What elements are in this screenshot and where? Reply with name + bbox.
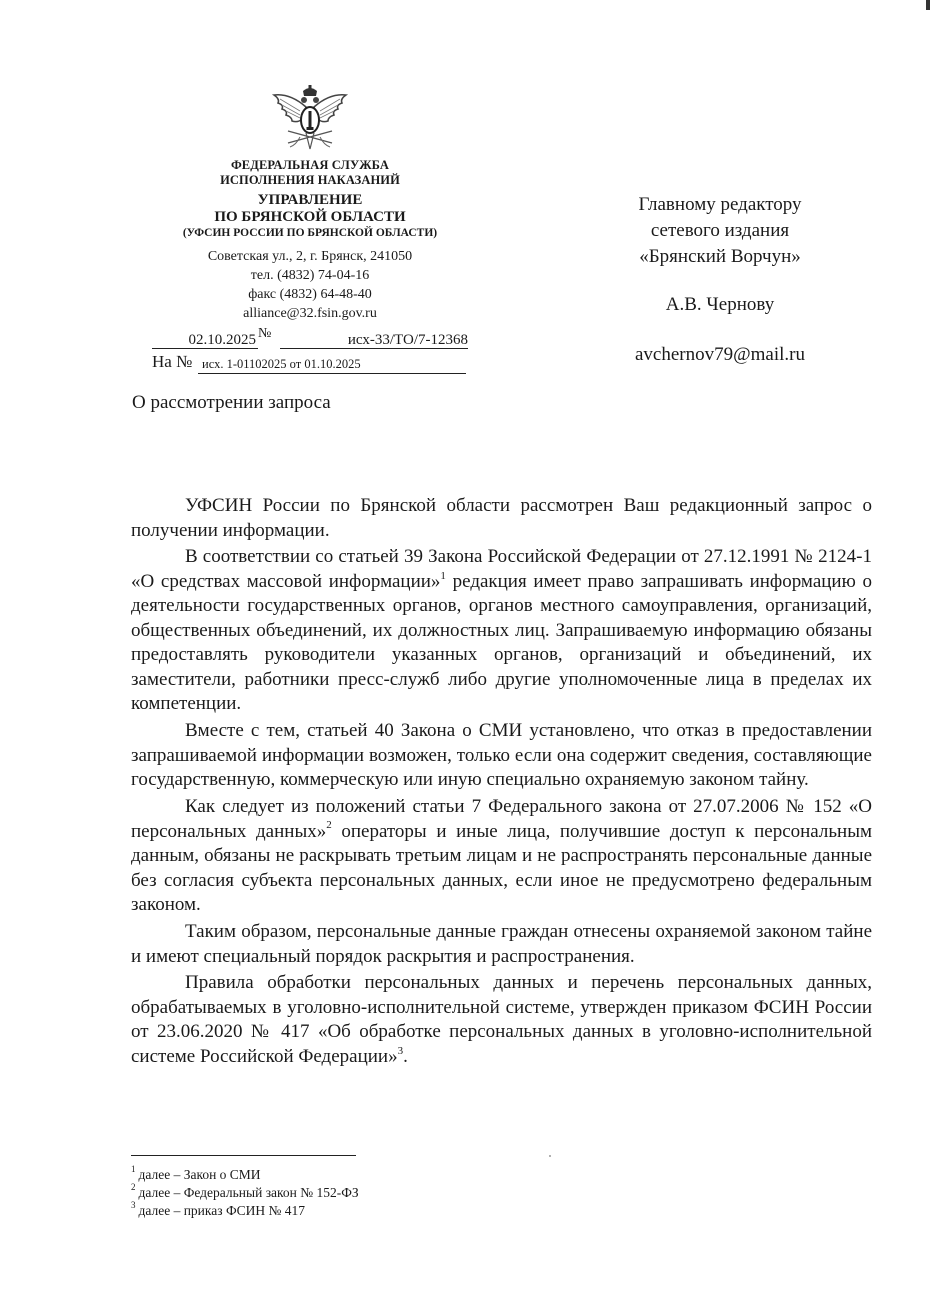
paragraph-5: Таким образом, персональные данные граждан отнесены охраняемой законом тайне и имеют специальный порядок раскрытия и распространения. bbox=[131, 921, 872, 967]
paragraph-6-text-b: . bbox=[403, 1045, 408, 1067]
paragraph-2-text-b: редакция имеет право запрашивать информацию о деятельности государственных органов, органов местного самоуправления, организаций, общественных объединений, их должностных лиц. Запрашиваемую информацию обязаны предоставлять руководители указанных органов, организаций и объединений, их заместители, работники пресс-служб либо другие уполномоченные лица в пределах их компетенции. bbox=[131, 570, 872, 715]
paragraph-6-text-a: Правила обработки персональных данных и перечень персональных данных, обрабатываемых в уголовно-исполнительной системе, утвержден приказом ФСИН России от 23.06.2020 № 417 «Об обработке персональных данных в уголовно-исполнительной системе Российской Федерации» bbox=[131, 972, 872, 1067]
scan-speck bbox=[549, 1155, 551, 1157]
paragraph-3: Вместе с тем, статьей 40 Закона о СМИ установлено, что отказ в предоставлении запрашиваемой информации возможен, только если она содержит сведения, составляющие государственную, коммерческую или иную специально охраняемую законом тайну. bbox=[131, 720, 872, 791]
footnote-text: далее – Федеральный закон № 152-ФЗ bbox=[138, 1185, 359, 1200]
registration-row bbox=[152, 326, 470, 350]
paragraph-4-text-b: операторы и иные лица, получившие доступ к персональным данным, обязаны не раскрывать третьим лицам и не распространять персональные данные без согласия субъекта персональных данных, если иное не предусмотрено федеральным законом. bbox=[131, 820, 872, 916]
footnote-separator bbox=[131, 1155, 356, 1156]
paragraph-2 bbox=[131, 545, 872, 717]
footnote-ref-2: 2 bbox=[326, 819, 332, 832]
sender-email: alliance@32.fsin.gov.ru bbox=[243, 306, 377, 321]
address: Советская ул., 2, г. Брянск, 241050 bbox=[207, 249, 413, 264]
reply-prefix: На № bbox=[152, 352, 193, 371]
outgoing-number: исх-33/ТО/7-12368 bbox=[280, 332, 468, 349]
footnotes bbox=[131, 1163, 359, 1220]
fsin-emblem-icon bbox=[270, 85, 350, 157]
service-name-line1: ФЕДЕРАЛЬНАЯ СЛУЖБА bbox=[230, 158, 390, 172]
letter-subject: О рассмотрении запроса bbox=[132, 392, 331, 413]
paragraph-6 bbox=[131, 971, 872, 1069]
footnote-text: далее – Закон о СМИ bbox=[138, 1167, 261, 1182]
footnote-number: 3 bbox=[131, 1199, 136, 1210]
recipient-name: А.В. Чернову bbox=[665, 294, 775, 315]
recipient-title-line2: сетевого издания bbox=[650, 220, 790, 241]
footnote-1 bbox=[131, 1163, 359, 1184]
paragraph-4 bbox=[131, 795, 872, 918]
footnote-2 bbox=[131, 1181, 359, 1202]
reply-reference-row bbox=[152, 354, 470, 374]
footnote-text: далее – приказ ФСИН № 417 bbox=[138, 1203, 306, 1218]
contact-info bbox=[130, 247, 490, 323]
footnote-number: 1 bbox=[131, 1163, 136, 1174]
footnote-ref-1: 1 bbox=[440, 569, 446, 582]
number-sign: № bbox=[258, 326, 272, 341]
footnote-number: 2 bbox=[131, 1181, 136, 1192]
reply-reference: исх. 1-01102025 от 01.10.2025 bbox=[198, 356, 466, 374]
footnote-ref-3: 3 bbox=[397, 1044, 404, 1057]
department-name-line1: УПРАВЛЕНИЕ bbox=[257, 192, 363, 208]
letterhead bbox=[130, 158, 490, 323]
recipient-publication: «Брянский Ворчун» bbox=[639, 246, 801, 267]
letter-body bbox=[131, 494, 872, 1072]
recipient-email: avchernov79@mail.ru bbox=[635, 344, 805, 365]
paragraph-2-text-a: В соответствии со статьей 39 Закона Российской Федерации от 27.12.1991 № 2124-1 «О средствах массовой информации» bbox=[131, 546, 872, 592]
service-name-line2: ИСПОЛНЕНИЯ НАКАЗАНИЙ bbox=[220, 173, 400, 187]
footnote-3 bbox=[131, 1199, 359, 1220]
department-abbreviation: (УФСИН РОССИИ ПО БРЯНСКОЙ ОБЛАСТИ) bbox=[182, 227, 438, 239]
scan-edge-mark bbox=[926, 0, 930, 10]
fax: факс (4832) 64-48-40 bbox=[248, 287, 372, 302]
phone: тел. (4832) 74-04-16 bbox=[250, 268, 370, 283]
department-name-line2: ПО БРЯНСКОЙ ОБЛАСТИ bbox=[214, 209, 406, 225]
recipient-block bbox=[590, 192, 850, 368]
recipient-title-line1: Главному редактору bbox=[638, 194, 802, 215]
registration-date: 02.10.2025 bbox=[152, 332, 258, 349]
paragraph-1: УФСИН России по Брянской области рассмотрен Ваш редакционный запрос о получении информации. bbox=[131, 495, 872, 541]
paragraph-4-text-a: Как следует из положений статьи 7 Федерального закона от 27.07.2006 № 152 «О персональных данных» bbox=[131, 796, 872, 842]
